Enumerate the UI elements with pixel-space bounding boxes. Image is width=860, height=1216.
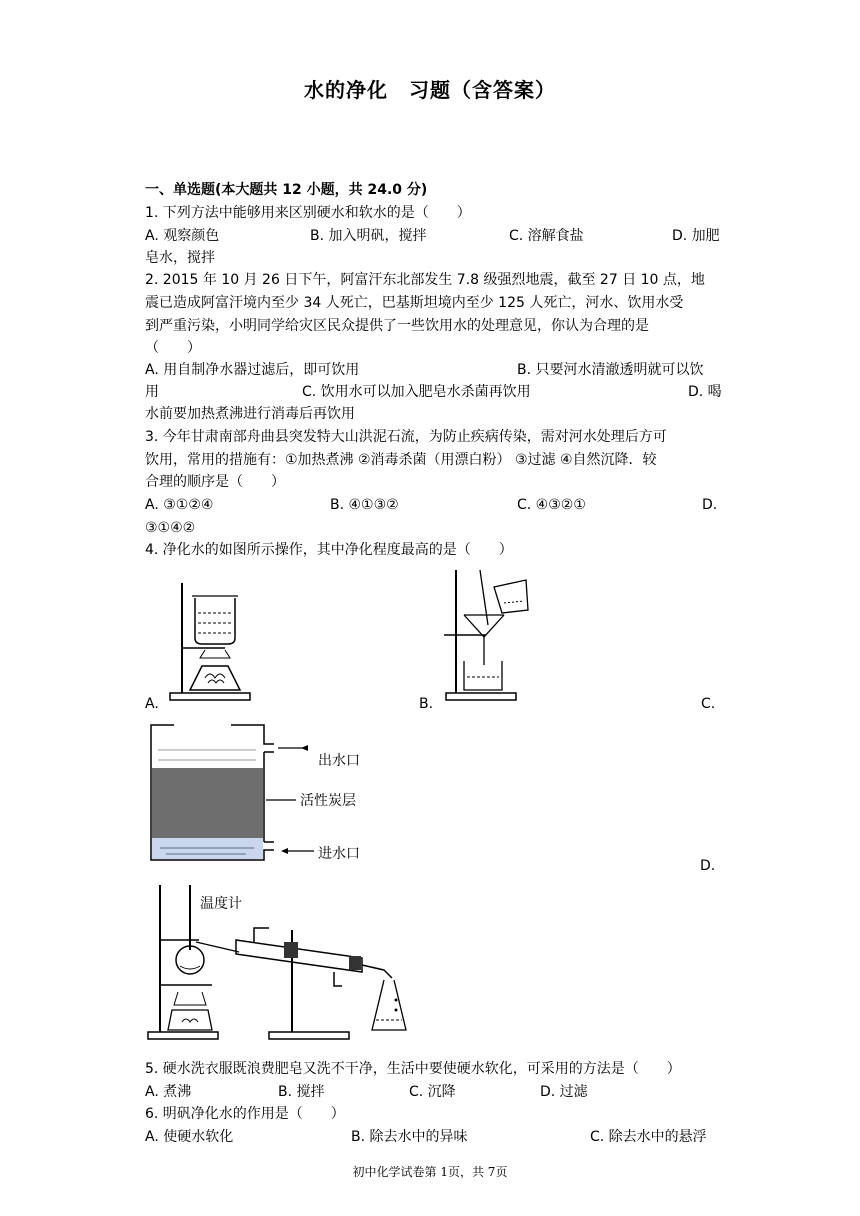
page-footer: 初中化学试卷第 1页，共 7页	[352, 1165, 508, 1179]
q6-option-c: C. 除去水中的悬浮	[590, 1129, 707, 1145]
q3-option-d: D.	[702, 497, 718, 513]
q2-option-b: B. 只要河水清澈透明就可以饮	[517, 362, 704, 378]
q4-option-c: C.	[701, 696, 716, 712]
q1-option-b: B. 加入明矾，搅拌	[310, 228, 427, 244]
q1-option-d-cont: 皂水，搅拌	[145, 250, 215, 266]
label-water-outlet: 出水口	[318, 753, 360, 769]
q2-option-b-cont: 用	[145, 384, 159, 400]
q5-option-b: B. 搅拌	[278, 1084, 325, 1100]
q1-option-c: C. 溶解食盐	[509, 228, 584, 244]
label-activated-carbon: 活性炭层	[300, 793, 356, 809]
q3-option-b: B. ④①③②	[330, 497, 399, 513]
q5-option-a: A. 煮沸	[145, 1084, 192, 1100]
label-thermometer: 温度计	[200, 896, 242, 912]
q3-option-a: A. ③①②④	[145, 497, 214, 513]
q2-option-c: C. 饮用水可以加入肥皂水杀菌再饮用	[302, 384, 531, 400]
q2-option-d-cont: 水前要加热煮沸进行消毒后再饮用	[145, 406, 355, 422]
question-1-stem: 1. 下列方法中能够用来区别硬水和软水的是（ ）	[145, 205, 471, 221]
q6-option-a: A. 使硬水软化	[145, 1129, 234, 1145]
question-4-stem: 4. 净化水的如图所示操作，其中净化程度最高的是（ ）	[145, 542, 513, 558]
q1-option-d: D. 加肥	[672, 228, 720, 244]
question-2-line3: 到严重污染，小明同学给灾区民众提供了一些饮用水的处理意见，你认为合理的是	[145, 318, 649, 334]
q4-option-d: D.	[700, 858, 716, 874]
question-5-stem: 5. 硬水洗衣服既浪费肥皂又洗不干净，生活中要使硬水软化，可采用的方法是（ ）	[145, 1061, 681, 1077]
q2-option-d: D. 喝	[688, 384, 722, 400]
question-6-stem: 6. 明矾净化水的作用是（ ）	[145, 1106, 345, 1122]
q3-option-c: C. ④③②①	[517, 497, 586, 513]
section-heading: 一、单选题(本大题共 12 小题，共 24.0 分)	[145, 182, 428, 198]
question-3-line2: 饮用，常用的措施有：①加热煮沸 ②消毒杀菌（用漂白粉） ③过滤 ④自然沉降．较	[145, 452, 657, 468]
q4-option-b: B.	[419, 696, 434, 712]
q5-option-d: D. 过滤	[540, 1084, 588, 1100]
question-3-line1: 3. 今年甘肃南部舟曲县突发特大山洪泥石流，为防止疾病传染，需对河水处理后方可	[145, 429, 667, 445]
q1-option-a: A. 观察颜色	[145, 228, 220, 244]
figure-b-filtration-apparatus	[436, 565, 536, 703]
q2-option-a: A. 用自制净水器过滤后，即可饮用	[145, 362, 360, 378]
q4-option-a: A.	[145, 696, 159, 712]
label-water-inlet: 进水口	[318, 846, 360, 862]
q5-option-c: C. 沉降	[409, 1084, 456, 1100]
figure-d-distillation-apparatus	[144, 880, 414, 1045]
question-2-line1: 2. 2015 年 10 月 26 日下午，阿富汗东北部发生 7.8 级强烈地震，截至 27 日 10 点，地	[145, 272, 705, 288]
q6-option-b: B. 除去水中的异味	[351, 1129, 468, 1145]
page-title: 水的净化 习题（含答案）	[304, 78, 556, 102]
question-2-line2: 震已造成阿富汗境内至少 34 人死亡，巴基斯坦境内至少 125 人死亡，河水、饮用水受	[145, 295, 684, 311]
question-2-line4: （ ）	[145, 340, 201, 356]
figure-a-heating-apparatus	[160, 578, 260, 703]
question-3-line3: 合理的顺序是（ ）	[145, 474, 285, 490]
q3-option-d-cont: ③①④②	[145, 520, 196, 536]
